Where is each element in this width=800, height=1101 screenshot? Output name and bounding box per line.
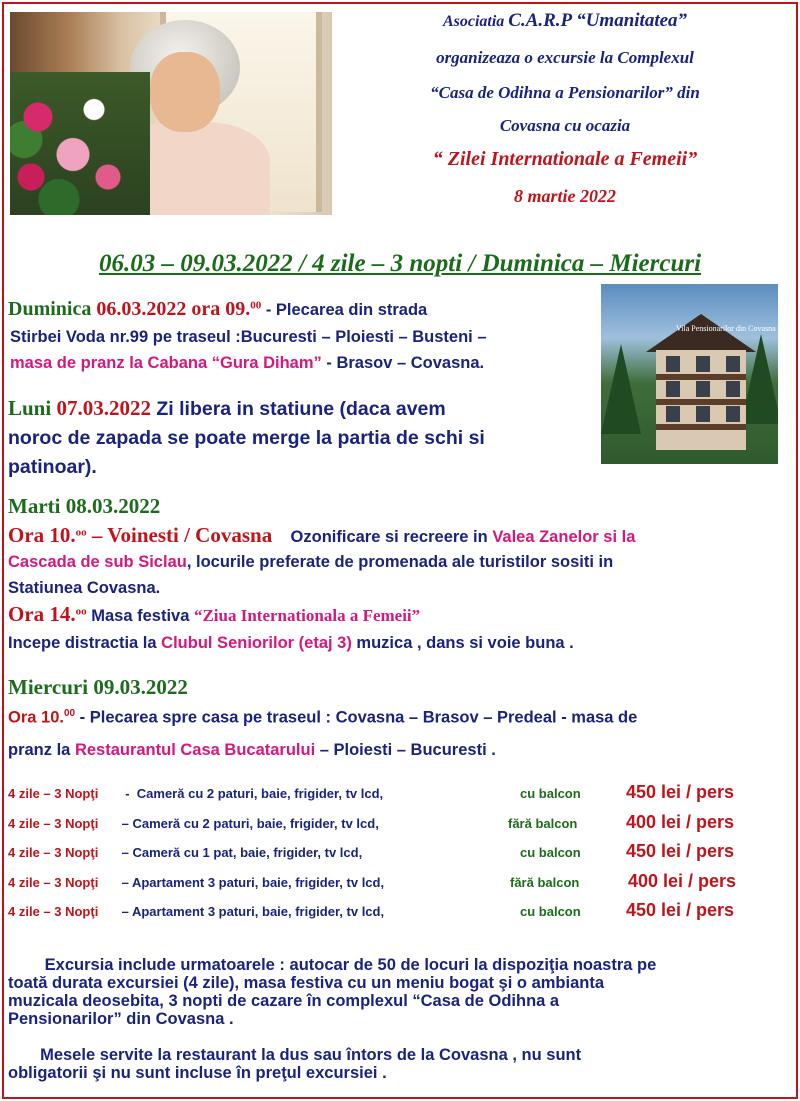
price-amount: 450 lei / pers	[626, 782, 735, 802]
tuesday-valea-zanelor: Valea Zanelor si la	[492, 528, 636, 546]
closing-line: toată durata excursiei (4 zile), masa festiva cu un meniu bogat şi o ambianta	[8, 974, 605, 992]
header-line-2: organizeaza o excursie la Complexul	[436, 48, 694, 67]
price-amount: 400 lei / pers	[626, 812, 735, 832]
tuesday-ora1-text: Ozonificare si recreere in	[272, 528, 493, 546]
price-row	[8, 900, 788, 922]
tuesday-ora2-text: Masa festiva	[86, 607, 194, 625]
tuesday-line-3: Statiunea Covasna.	[8, 579, 161, 597]
photo-caption: Vila Pensionarilor din Covasna	[676, 324, 776, 333]
price-room: – Cameră cu 2 paturi, baie, frigider, tv lcd,	[118, 816, 379, 831]
wednesday-line-1	[8, 708, 637, 727]
header-block	[340, 0, 790, 230]
closing-line: Excursia include urmatoarele : autocar de 50 de locuri la dispoziţia noastra pe	[8, 956, 657, 974]
closing-paragraph-1	[8, 956, 788, 1028]
price-duration: 4 zile – 3 Nopţi	[8, 786, 99, 801]
tuesday-line-2	[8, 553, 613, 572]
tuesday-ora2-sup: oo	[75, 605, 87, 618]
closing-line: muzicala deosebita, 3 nopti de cazare în complexul “Casa de Odihna a	[8, 992, 560, 1010]
price-room: – Apartament 3 paturi, baie, frigider, tv lcd,	[118, 904, 385, 919]
price-row	[8, 812, 788, 834]
monday-text: Zi libera in statiune (daca avem	[150, 398, 446, 420]
sunday-lunch: masa de pranz la Cabana “Gura Diham”	[10, 354, 322, 372]
price-balcony: fără balcon	[508, 816, 578, 831]
price-room: – Cameră cu 1 pat, baie, frigider, tv lcd,	[118, 845, 363, 860]
photo-villa-covasna	[601, 284, 778, 464]
price-duration: 4 zile – 3 Nopţi	[8, 875, 99, 890]
wednesday-heading: Miercuri 09.03.2022	[8, 675, 188, 699]
tuesday-line-5-b: muzica , dans si voie buna .	[351, 634, 574, 652]
tuesday-line-2-rest: , locurile preferate de promenada ale turistilor sositi in	[186, 553, 614, 571]
org-prefix: Asociatia	[442, 13, 509, 30]
wednesday-line-2-b: – Ploiesti – Bucuresti .	[315, 741, 496, 759]
price-balcony: cu balcon	[520, 904, 581, 919]
wednesday-line-2	[8, 741, 496, 760]
price-row	[8, 871, 788, 893]
monday-line-3: patinoar).	[8, 456, 97, 478]
monday-day: Luni	[8, 396, 57, 420]
price-balcony: fără balcon	[510, 875, 580, 890]
wednesday-line-2-a: pranz la	[8, 741, 75, 759]
closing-line: obligatorii şi nu sunt incluse în preţul excursiei .	[8, 1064, 387, 1082]
monday-date: 07.03.2022	[56, 396, 151, 420]
dates-banner: 06.03 – 09.03.2022 / 4 zile – 3 nopti / Duminica – Miercuri	[98, 250, 702, 277]
price-amount: 450 lei / pers	[626, 900, 735, 920]
sunday-when: 06.03.2022 ora 09.	[96, 298, 251, 320]
tuesday-ora2: Ora 14.	[8, 602, 76, 626]
sunday-text: - Plecarea din strada	[261, 301, 428, 319]
price-amount: 450 lei / pers	[626, 841, 735, 861]
price-row	[8, 782, 788, 804]
sunday-route-end: - Brasov – Covasna.	[321, 354, 485, 372]
tuesday-line-1	[8, 523, 635, 548]
monday-line-1	[8, 396, 446, 421]
closing-line: Mesele servite la restaurant la dus sau întors de la Covasna , nu sunt	[8, 1046, 582, 1064]
tuesday-cascada: Cascada de sub Siclau	[8, 553, 187, 571]
closing-line: Pensionarilor” din Covasna .	[8, 1010, 234, 1028]
tuesday-clubul: Clubul Seniorilor (etaj 3)	[161, 634, 352, 652]
header-line-4: Covasna cu ocazia	[499, 116, 631, 135]
sunday-line-3	[10, 354, 484, 373]
closing-paragraph-2	[8, 1046, 788, 1082]
price-row	[8, 841, 788, 863]
sunday-day: Duminica	[8, 298, 97, 320]
price-balcony: cu balcon	[520, 845, 581, 860]
tuesday-line-5-a: Incepe distractia la	[8, 634, 162, 652]
tuesday-ora1: Ora 10.	[8, 523, 76, 547]
tuesday-ora1-place: – Voinesti / Covasna	[86, 523, 273, 547]
price-balcony: cu balcon	[520, 786, 581, 801]
event-title: “ Zilei Internationale a Femeii”	[432, 148, 698, 170]
sunday-line-2: Stirbei Voda nr.99 pe traseul :Bucuresti – Ploiesti – Busteni –	[10, 328, 487, 346]
price-amount: 400 lei / pers	[628, 871, 737, 891]
wednesday-restaurant: Restaurantul Casa Bucatarului	[74, 741, 316, 759]
wednesday-ora-sup: 00	[63, 708, 76, 719]
tuesday-ziua-femeii: “Ziua Internationala a Femeii”	[193, 606, 421, 625]
wednesday-text: - Plecarea spre casa pe traseul : Covasna – Brasov – Predeal - masa de	[75, 708, 638, 727]
price-room: - Cameră cu 2 paturi, baie, frigider, tv lcd,	[118, 786, 384, 801]
tuesday-ora1-sup: oo	[75, 526, 87, 539]
tuesday-heading: Marti 08.03.2022	[8, 494, 161, 518]
sunday-line-1	[8, 298, 427, 321]
photo-elderly-woman-flowers	[10, 12, 332, 215]
header-line-3: “Casa de Odihna a Pensionarilor” din	[430, 83, 700, 102]
price-room: – Apartament 3 paturi, baie, frigider, tv lcd,	[118, 875, 385, 890]
tuesday-line-5	[8, 634, 574, 653]
price-duration: 4 zile – 3 Nopţi	[8, 816, 99, 831]
monday-line-2: noroc de zapada se poate merge la partia de schi si	[8, 427, 485, 449]
price-duration: 4 zile – 3 Nopţi	[8, 904, 99, 919]
price-duration: 4 zile – 3 Nopţi	[8, 845, 99, 860]
wednesday-ora: Ora 10.	[8, 708, 64, 727]
sunday-sup: 00	[250, 299, 262, 312]
event-date: 8 martie 2022	[514, 186, 616, 206]
org-name: C.A.R.P “Umanitatea”	[508, 10, 688, 31]
tuesday-line-4	[8, 602, 420, 627]
